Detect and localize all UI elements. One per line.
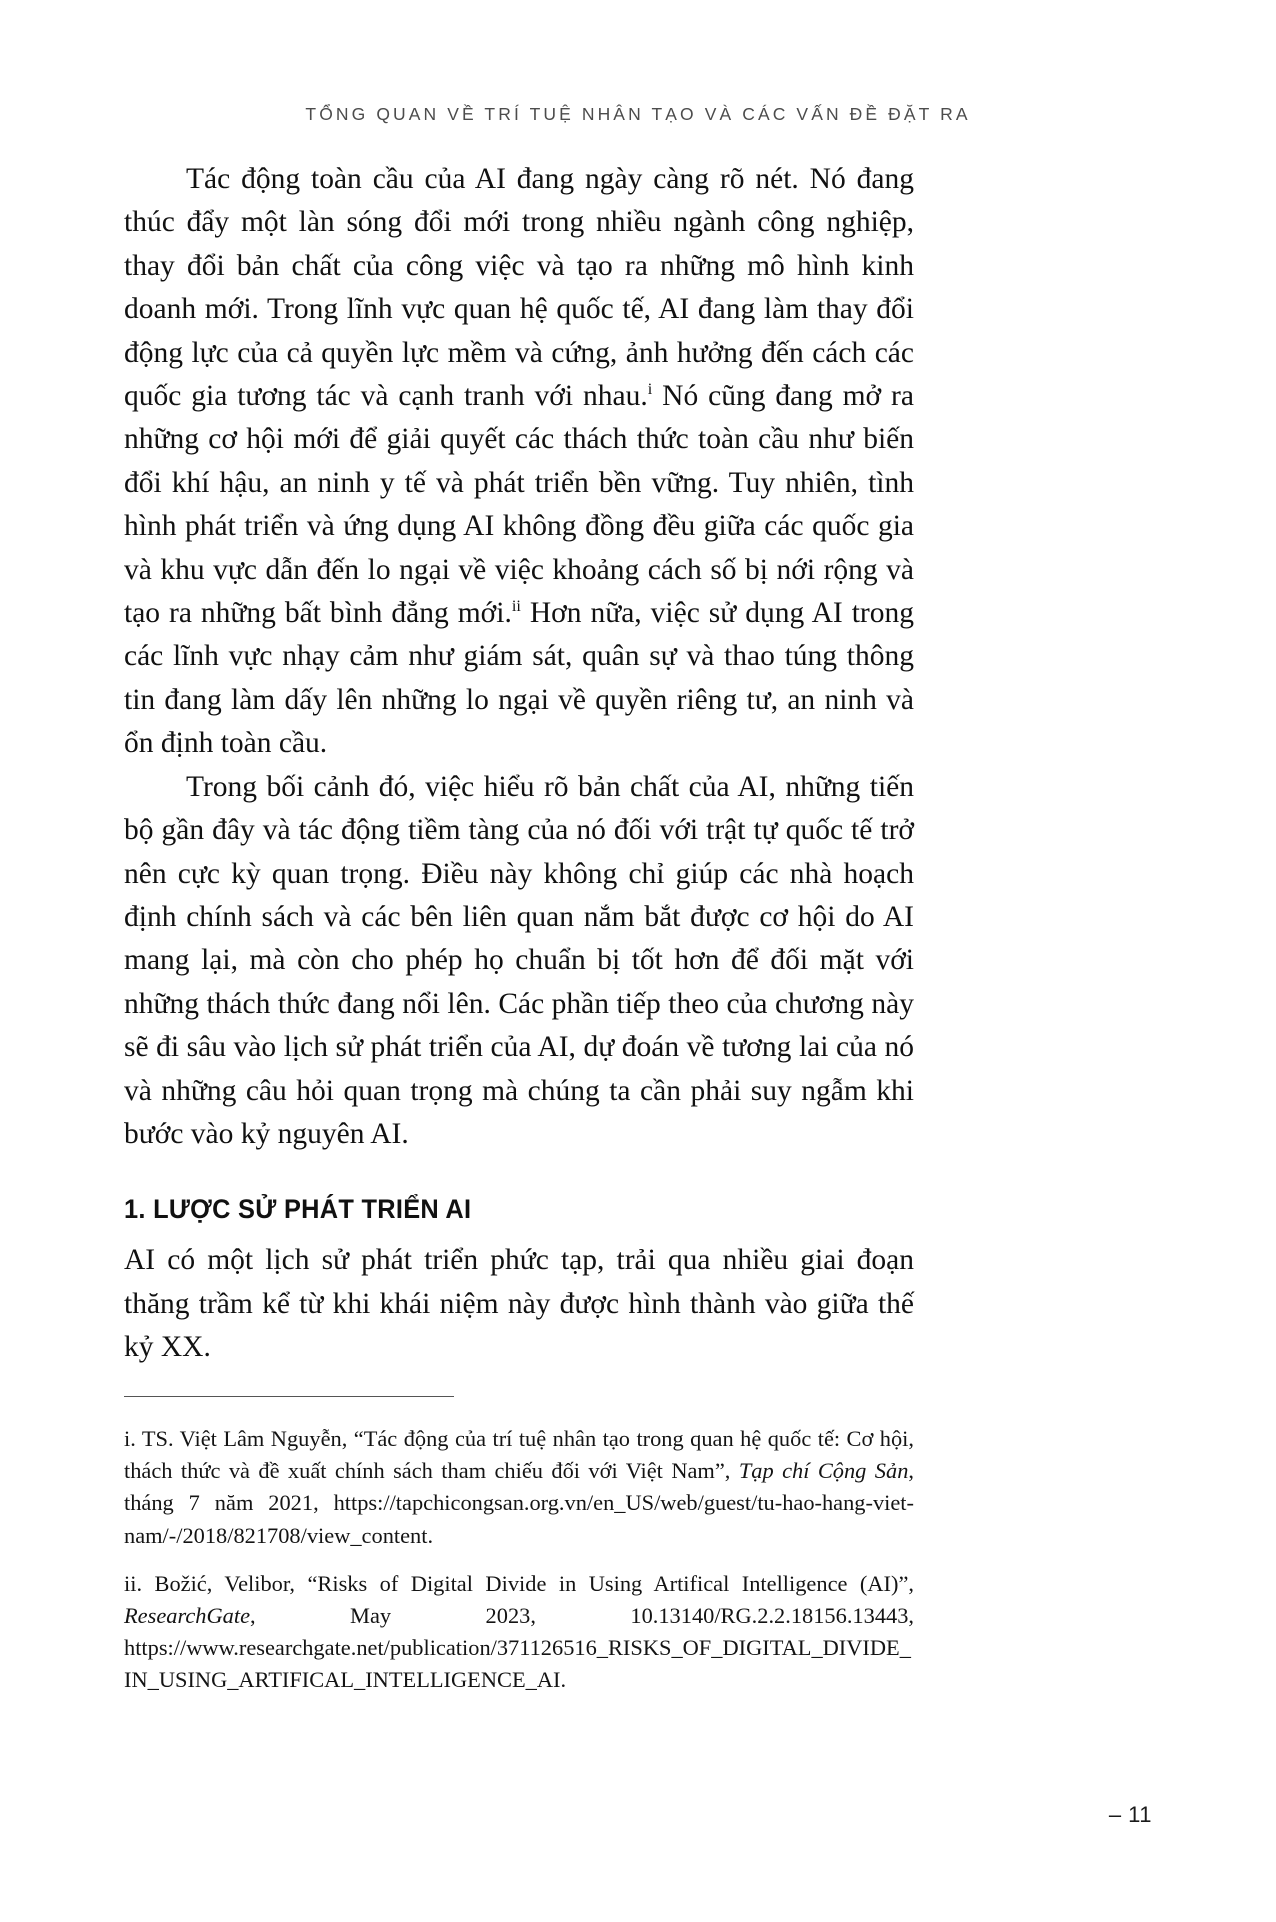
footnote-i (124, 1423, 914, 1552)
paragraph-intro-text-a: Tác động toàn cầu của AI đang ngày càng rõ nét. Nó đang thúc đẩy một làn sóng đổi mới trong nhiều ngành công nghiệp, thay đổi bản chất của công việc và tạo ra những mô hình kinh doanh mới. Trong lĩnh vực quan hệ quốc tế, AI đang làm thay đổi động lực của cả quyền lực mềm và cứng, ảnh hưởng đến cách các quốc gia tương tác và cạnh tranh với nhau. (124, 163, 914, 413)
paragraph-intro-text-c: Hơn nữa, việc sử dụng AI trong các lĩnh vực nhạy cảm như giám sát, quân sự và thao túng thông tin đang làm dấy lên những lo ngại về quyền riêng tư, an ninh và ổn định toàn cầu. (124, 597, 914, 760)
footnote-i-source-title: Tạp chí Cộng Sản (738, 1458, 909, 1484)
footnote-ii-text-b: , May 2023, 10.13140/RG.2.2.18156.13443, https://www.researchgate.net/publication/371126516_RISKS_OF_DIGITAL_DIVIDE_IN_USING_ARTIFICAL_INTELLIGENCE_AI. (124, 1603, 914, 1693)
paragraph-history-intro: AI có một lịch sử phát triển phức tạp, trải qua nhiều giai đoạn thăng trầm kể từ khi khái niệm này được hình thành vào giữa thế kỷ XX. (124, 1244, 914, 1364)
footnote-marker-ii[interactable]: ii (511, 597, 521, 616)
footnote-separator-rule (124, 1396, 454, 1397)
footnote-i-text-a: i. TS. Việt Lâm Nguyễn, “Tác động của trí tuệ nhân tạo trong quan hệ quốc tế: Cơ hội, thách thức và đề xuất chính sách tham chiếu đối với Việt Nam”, (124, 1426, 914, 1484)
running-header: TỔNG QUAN VỀ TRÍ TUỆ NHÂN TẠO VÀ CÁC VẤN ĐỀ ĐẶT RA (305, 104, 971, 124)
main-text-column (124, 158, 914, 1370)
page-number: – 11 (1108, 1802, 1152, 1827)
section-heading-history: 1. LƯỢC SỬ PHÁT TRIỂN AI (124, 1194, 472, 1225)
footnote-ii-source-title: ResearchGate (124, 1603, 251, 1629)
paragraph-context: Trong bối cảnh đó, việc hiểu rõ bản chất của AI, những tiến bộ gần đây và tác động tiềm tàng của nó đối với trật tự quốc tế trở nên cực kỳ quan trọng. Điều này không chỉ giúp các nhà hoạch định chính sách và các bên liên quan nắm bắt được cơ hội do AI mang lại, mà còn cho phép họ chuẩn bị tốt hơn để đối mặt với những thách thức đang nổi lên. Các phần tiếp theo của chương này sẽ đi sâu vào lịch sử phát triển của AI, dự đoán về tương lai của nó và những câu hỏi quan trọng mà chúng ta cần phải suy ngẫm khi bước vào kỷ nguyên AI. (124, 770, 914, 1150)
footnote-ii-text-a: ii. Božić, Velibor, “Risks of Digital Divide in Using Artifical Intelligence (AI)”, (124, 1570, 914, 1596)
footnote-ii (124, 1568, 914, 1697)
paragraph-intro (124, 158, 914, 766)
footnote-i-text-b: , tháng 7 năm 2021, https://tapchicongsan.org.vn/en_US/web/guest/tu-hao-hang-viet-nam/-/2018/821708/view_content. (124, 1458, 914, 1548)
footnote-area (124, 1396, 914, 1697)
footnote-marker-i[interactable]: i (647, 380, 653, 399)
paragraph-intro-text-b: Nó cũng đang mở ra những cơ hội mới để giải quyết các thách thức toàn cầu như biến đổi khí hậu, an ninh y tế và phát triển bền vững. Tuy nhiên, tình hình phát triển và ứng dụng AI không đồng đều giữa các quốc gia và khu vực dẫn đến lo ngại về việc khoảng cách số bị nới rộng và tạo ra những bất bình đẳng mới. (124, 380, 914, 630)
